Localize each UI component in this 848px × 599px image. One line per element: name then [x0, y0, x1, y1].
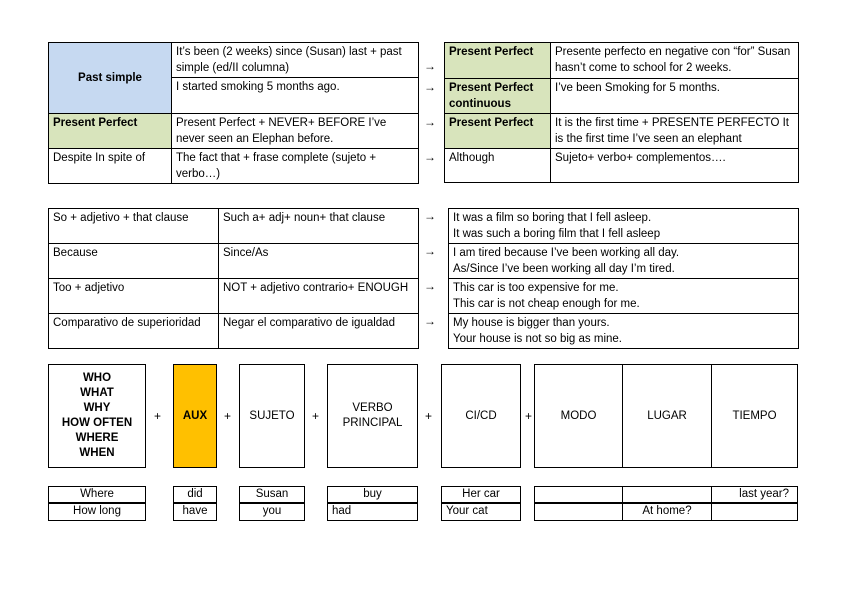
plus-sign: +: [154, 409, 162, 423]
arrow-icon: →: [424, 209, 436, 223]
row-label: Despite In spite of: [49, 149, 172, 184]
example-tiempo: [711, 503, 798, 521]
arrow-icon: →: [424, 244, 436, 258]
arrow-icon: →: [424, 80, 436, 94]
example-subject: Susan: [239, 486, 305, 503]
lugar-box: LUGAR: [622, 364, 712, 468]
row-label: Although: [445, 149, 551, 183]
example-tiempo: last year?: [711, 486, 798, 503]
row-a: Comparativo de superioridad: [49, 314, 219, 349]
row-text: I’ve been Smoking for 5 months.: [551, 79, 799, 114]
row-label: Present Perfect: [445, 43, 551, 79]
plus-sign: +: [425, 409, 433, 423]
example-aux: have: [173, 503, 217, 521]
arrow-icon: →: [424, 314, 436, 328]
tiempo-box: TIEMPO: [711, 364, 798, 468]
wh-words-box: [48, 364, 146, 468]
row-b: NOT + adjetivo contrario+ ENOUGH: [219, 279, 419, 314]
example-1: It was a film so boring that I fell asleep.: [453, 212, 652, 224]
wh-word: WHY: [83, 402, 111, 414]
example-modo: [534, 503, 623, 521]
example-1: My house is bigger than yours.: [453, 317, 610, 329]
example-2: It was such a boring film that I fell asleep: [453, 228, 661, 240]
example-modo: [534, 486, 623, 503]
verbo-box: VERBO PRINCIPAL: [327, 364, 418, 468]
grammar-table-2-left: [48, 208, 419, 349]
example-2: This car is not cheap enough for me.: [453, 298, 640, 310]
row-text: The fact that + frase complete (sujeto + verbo…): [172, 149, 419, 184]
grammar-table-2-right: [448, 208, 799, 349]
example-2: As/Since I’ve been working all day I’m tired.: [453, 263, 675, 275]
wh-word: WHEN: [79, 447, 115, 459]
wh-word: WHERE: [75, 432, 119, 444]
cicd-box: CI/CD: [441, 364, 521, 468]
example-subject: you: [239, 503, 305, 521]
plus-sign: +: [525, 409, 533, 423]
row-text: It is the first time + PRESENTE PERFECTO It is the first time I’ve seen an elephant: [551, 114, 799, 149]
example-pair: [449, 279, 799, 314]
arrow-icon: →: [424, 150, 436, 164]
arrow-icon: →: [424, 115, 436, 129]
example-lugar: At home?: [622, 503, 712, 521]
example-wh: Where: [48, 486, 146, 503]
example-1: I am tired because I’ve been working all day.: [453, 247, 680, 259]
row-text: Sujeto+ verbo+ complementos….: [551, 149, 799, 183]
row-text: Presente perfecto en negative con “for” Susan hasn’t come to school for 2 weeks.: [551, 43, 799, 79]
row-text: Present Perfect + NEVER+ BEFORE I’ve never seen an Elephan before.: [172, 114, 419, 149]
example-verb: buy: [327, 486, 418, 503]
row-b: Negar el comparativo de igualdad: [219, 314, 419, 349]
row-label: Present Perfect continuous: [445, 79, 551, 114]
example-verb: had: [327, 503, 418, 521]
modo-box: MODO: [534, 364, 623, 468]
example-object: Her car: [441, 486, 521, 503]
sujeto-box: SUJETO: [239, 364, 305, 468]
row-b: Since/As: [219, 244, 419, 279]
example-pair: [449, 244, 799, 279]
row-label: Past simple: [49, 43, 172, 114]
example-aux: did: [173, 486, 217, 503]
row-text: I started smoking 5 months ago.: [172, 78, 419, 114]
aux-box: AUX: [173, 364, 217, 468]
wh-word: WHO: [82, 372, 112, 384]
arrow-icon: →: [424, 59, 436, 73]
example-wh: How long: [48, 503, 146, 521]
plus-sign: +: [312, 409, 320, 423]
grammar-table-left: [48, 42, 419, 184]
row-label: Present Perfect: [49, 114, 172, 149]
example-pair: [449, 314, 799, 349]
example-pair: [449, 209, 799, 244]
arrow-icon: →: [424, 279, 436, 293]
row-a: Because: [49, 244, 219, 279]
wh-word: HOW OFTEN: [61, 417, 133, 429]
row-a: Too + adjetivo: [49, 279, 219, 314]
example-2: Your house is not so big as mine.: [453, 333, 622, 345]
example-1: This car is too expensive for me.: [453, 282, 619, 294]
wh-word: WHAT: [80, 387, 114, 399]
row-label: Present Perfect: [445, 114, 551, 149]
row-b: Such a+ adj+ noun+ that clause: [219, 209, 419, 244]
example-object: Your cat: [441, 503, 521, 521]
row-a: So + adjetivo + that clause: [49, 209, 219, 244]
row-text: It’s been (2 weeks) since (Susan) last + past simple (ed/II columna): [172, 43, 419, 78]
plus-sign: +: [224, 409, 232, 423]
example-lugar: [622, 486, 712, 503]
grammar-table-right: [444, 42, 799, 183]
